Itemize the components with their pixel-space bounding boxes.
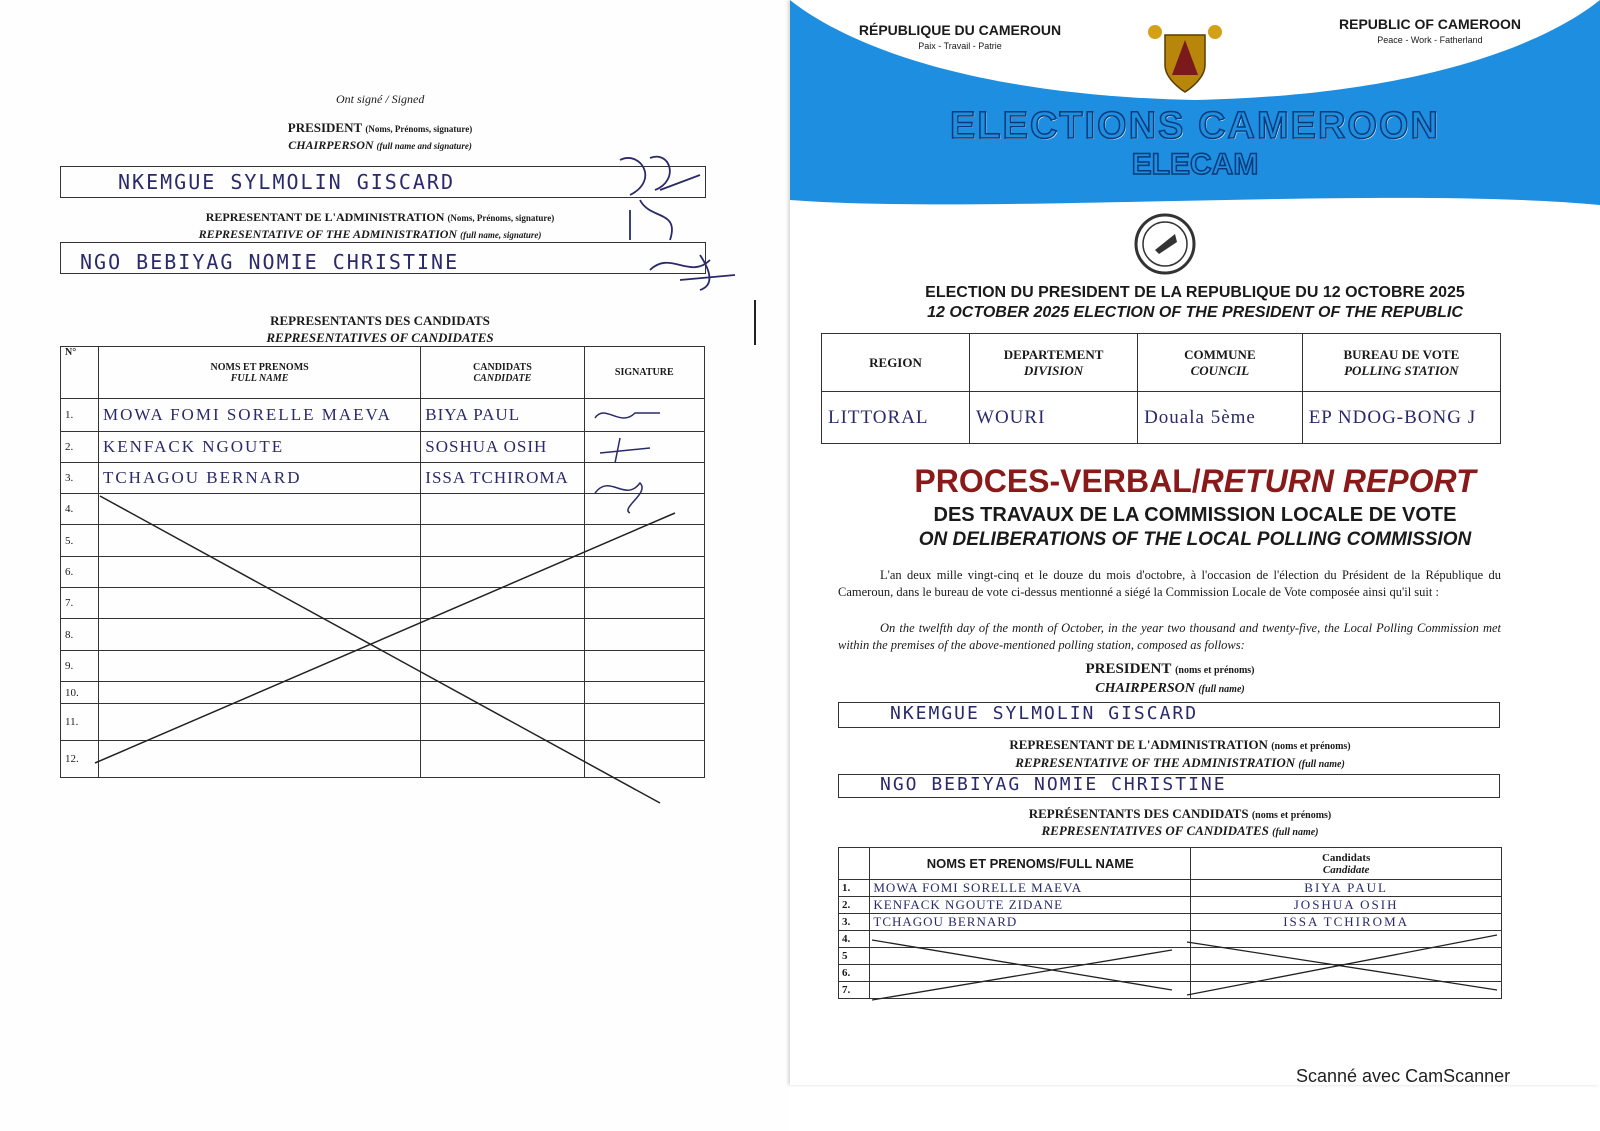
right-admin-label: REPRESENTANT DE L'ADMINISTRATION (noms et prénoms) — [1009, 737, 1351, 752]
row-number: 2. — [839, 897, 870, 914]
intro-paragraph-en: On the twelfth day of the month of October, in the year two thousand and twenty-five, the Local Polling Commission met within the premises of the above-mentioned polling station, composed as follows: — [838, 621, 1501, 652]
table-row — [839, 897, 1502, 914]
left-candidates-title: REPRESENTANTS DES CANDIDATS — [270, 313, 490, 328]
table-header-row — [61, 347, 705, 399]
row-number: 7. — [839, 982, 870, 999]
right-president-value: NKEMGUE SYLMOLIN GISCARD — [890, 703, 1199, 724]
row-candidate: JOSHUA OSIH — [1191, 897, 1502, 914]
row-number: 5. — [61, 525, 99, 557]
right-admin-value: NGO BEBIYAG NOMIE CHRISTINE — [880, 774, 1227, 795]
location-value-1: WOURI — [970, 392, 1138, 444]
row-candidate: ISSA TCHIROMA — [1191, 914, 1502, 931]
left-admin-label-en: REPRESENTATIVE OF THE ADMINISTRATION (full name, signature) — [198, 227, 542, 241]
location-value-2: Douala 5ème — [1138, 392, 1303, 444]
row-candidate: BIYA PAUL — [421, 399, 584, 432]
elecam-seal-icon — [1133, 212, 1197, 276]
header-left-title: RÉPUBLIQUE DU CAMEROUN — [858, 22, 1062, 38]
row-number: 2. — [61, 432, 99, 463]
election-title-fr: ELECTION DU PRESIDENT DE LA REPUBLIQUE DU 12 OCTOBRE 2025 — [925, 284, 1465, 301]
right-col-name-header: NOMS ET PRENOMS/FULL NAME — [870, 848, 1191, 880]
row-number: 6. — [839, 965, 870, 982]
row-number: 12. — [61, 741, 99, 778]
intro-paragraph-fr: L'an deux mille vingt-cinq et le douze du mois d'octobre, à l'occasion de l'élection du Président de la République du Cameroun, dans le bureau de vote ci-dessus mentionné a siégé la Commission Locale de Vote composée ainsi qu'il suit : — [838, 568, 1501, 599]
row-number: 6. — [61, 557, 99, 588]
row-number: 4. — [61, 494, 99, 525]
col-name-header: NOMS ET PRENOMS FULL NAME — [98, 347, 420, 399]
page-edge-mark — [748, 300, 756, 345]
left-admin-value: NGO BEBIYAG NOMIE CHRISTINE — [80, 250, 460, 274]
right-cross-out-mark — [872, 930, 1502, 1010]
header-left-motto: Paix - Travail - Patrie — [918, 41, 1002, 51]
location-value-0: LITTORAL — [822, 392, 970, 444]
right-candidates-title: REPRÉSENTANTS DES CANDIDATS (noms et prénoms) — [1028, 806, 1332, 821]
location-value-row — [822, 392, 1501, 444]
row-number: 10. — [61, 682, 99, 704]
location-header-2: COMMUNE COUNCIL — [1138, 334, 1303, 392]
right-admin-label-en: REPRESENTATIVE OF THE ADMINISTRATION (full name) — [1015, 755, 1345, 770]
row-name: MOWA FOMI SORELLE MAEVA — [870, 880, 1191, 897]
row-number: 5 — [839, 948, 870, 965]
col-candidate-header: CANDIDATS CANDIDATE — [421, 347, 584, 399]
coat-of-arms-icon — [1140, 20, 1230, 100]
row-number: 8. — [61, 619, 99, 651]
row-candidate: SOSHUA OSIH — [421, 432, 584, 463]
location-header-0: REGION — [822, 334, 970, 392]
left-admin-label: REPRESENTANT DE L'ADMINISTRATION (Noms, Prénoms, signature) — [205, 210, 555, 224]
row-name: TCHAGOU BERNARD — [98, 463, 420, 494]
col-num-header: N° — [61, 347, 99, 399]
left-president-label: PRESIDENT (Noms, Prénoms, signature) — [287, 120, 473, 135]
right-table-header-row — [839, 848, 1502, 880]
row-candidate: ISSA TCHIROMA — [421, 463, 584, 494]
table-row — [839, 880, 1502, 897]
left-president-value: NKEMGUE SYLMOLIN GISCARD — [118, 170, 455, 194]
row-name: KENFACK NGOUTE — [98, 432, 420, 463]
location-table — [821, 333, 1501, 444]
report-subtitle-fr: DES TRAVAUX DE LA COMMISSION LOCALE DE VOTE — [933, 504, 1457, 526]
header-right-title: REPUBLIC OF CAMEROON — [1339, 16, 1521, 32]
row-number: 3. — [61, 463, 99, 494]
row-number: 1. — [61, 399, 99, 432]
right-candidates-title-en: REPRESENTATIVES OF CANDIDATES (full name) — [1041, 823, 1319, 838]
right-page — [790, 0, 1600, 1085]
location-header-1: DEPARTEMENT DIVISION — [970, 334, 1138, 392]
report-title: PROCES-VERBAL/RETURN REPORT — [914, 463, 1476, 499]
row-name: TCHAGOU BERNARD — [870, 914, 1191, 931]
row-number: 4. — [839, 931, 870, 948]
row-number: 11. — [61, 704, 99, 741]
row-number: 9. — [61, 651, 99, 682]
row-name: KENFACK NGOUTE ZIDANE — [870, 897, 1191, 914]
right-col-candidate-header: Candidats Candidate — [1191, 848, 1502, 880]
left-candidates-title-en: REPRESENTATIVES OF CANDIDATES — [266, 330, 494, 345]
signed-label: Ont signé / Signed — [336, 92, 425, 106]
col-signature-header: SIGNATURE — [584, 347, 704, 399]
right-president-label: PRESIDENT (noms et prénoms) — [1085, 661, 1255, 677]
table-row — [839, 914, 1502, 931]
election-title-en: 12 OCTOBER 2025 ELECTION OF THE PRESIDENT OF THE REPUBLIC — [927, 304, 1463, 321]
org-acronym: ELECAM — [1131, 148, 1259, 181]
row-number: 3. — [839, 914, 870, 931]
row-number: 1. — [839, 880, 870, 897]
location-header-3: BUREAU DE VOTE POLLING STATION — [1302, 334, 1500, 392]
row-candidate: BIYA PAUL — [1191, 880, 1502, 897]
right-chairperson-label: CHAIRPERSON (full name) — [1095, 681, 1245, 696]
org-name: ELECTIONS CAMEROON — [950, 105, 1440, 147]
location-value-3: EP NDOG-BONG J — [1302, 392, 1500, 444]
cross-out-mark — [60, 398, 705, 808]
right-col-num-header — [839, 848, 870, 880]
report-subtitle-en: ON DELIBERATIONS OF THE LOCAL POLLING COMMISSION — [918, 529, 1472, 550]
admin-signature-icon — [640, 240, 740, 295]
header-right-motto: Peace - Work - Fatherland — [1377, 35, 1483, 45]
left-page — [0, 0, 790, 1131]
row-name: MOWA FOMI SORELLE MAEVA — [98, 399, 420, 432]
camscanner-watermark: Scanné avec CamScanner — [1296, 1066, 1511, 1086]
left-chairperson-label: CHAIRPERSON (full name and signature) — [288, 138, 472, 152]
row-number: 7. — [61, 588, 99, 619]
location-header-row — [822, 334, 1501, 392]
